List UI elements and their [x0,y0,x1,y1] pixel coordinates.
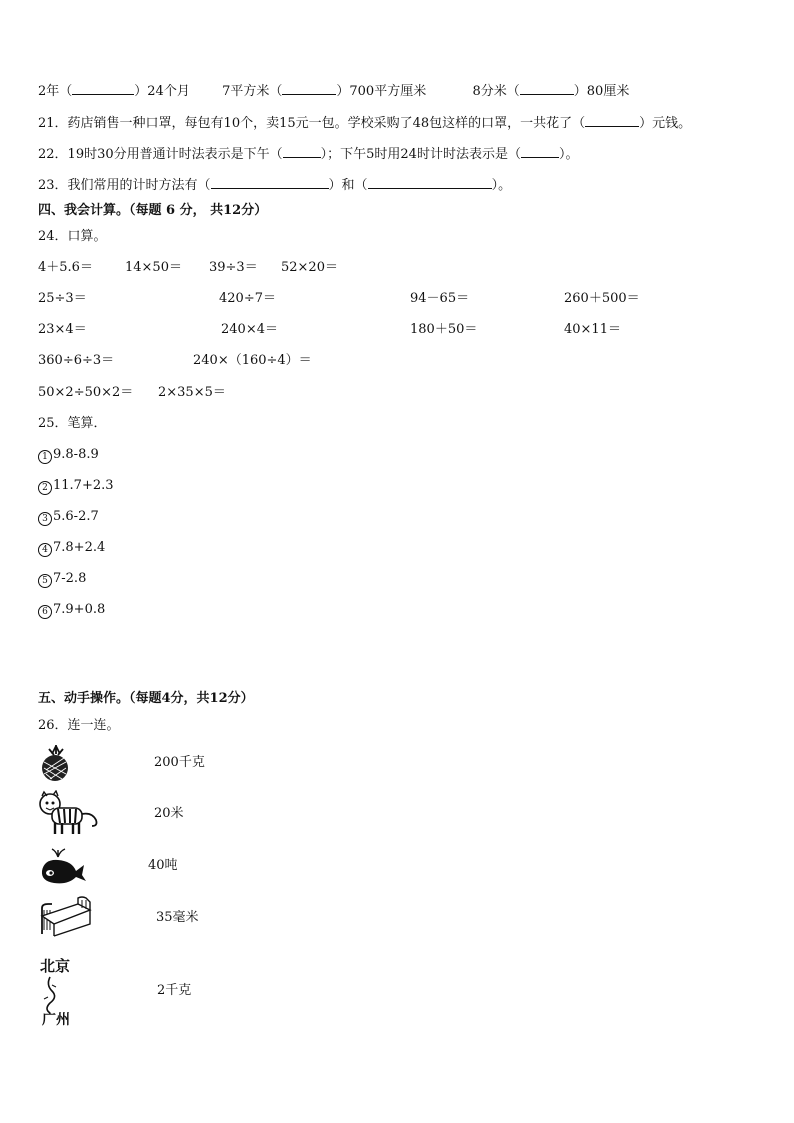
calc-item: 23×4＝ [38,322,87,337]
question-23-part1: 23．我们常用的计时方法有（ [38,178,211,193]
written-calc-item [38,539,105,557]
compare-c-left: 8分米（ [472,84,520,99]
calc-item: 260＋500＝ [564,291,640,306]
answer-blank[interactable] [521,145,559,158]
calc-item: 52×20＝ [281,260,338,275]
written-calc-expression: 11.7+2.3 [53,478,114,493]
item-number-circle: 5 [38,574,52,588]
compare-a-right: ）24个月 [134,84,190,99]
written-calc-item [38,446,99,464]
question-26-title: 26．连一连。 [38,718,120,733]
calc-item: 360÷6÷3＝ [38,353,115,368]
item-number-circle: 3 [38,512,52,526]
answer-blank[interactable] [368,176,492,189]
answer-blank[interactable] [585,114,639,127]
question-22-part3: ）。 [558,147,579,162]
tiger-icon[interactable] [38,790,100,838]
match-label[interactable]: 40吨 [148,858,178,873]
calc-item: 420÷7＝ [219,291,276,306]
calc-item: 40×11＝ [564,322,621,337]
section-4-title: 四、我会计算。（每题 6 分， 共12分） [38,203,268,218]
whale-icon[interactable] [38,847,88,885]
compare-b-left: 7平方米（ [222,84,283,99]
calc-item: 25÷3＝ [38,291,87,306]
written-calc-expression: 5.6-2.7 [53,509,99,524]
answer-blank[interactable] [211,176,329,189]
item-number-circle: 6 [38,605,52,619]
question-22-part1: 22．19时30分用普通计时法表示是下午（ [38,147,283,162]
match-label[interactable]: 20米 [154,806,184,821]
compare-a-left: 2年（ [38,84,73,99]
match-label[interactable]: 200千克 [154,755,205,770]
question-21-text: 21．药店销售一种口罩，每包有10个，卖15元一包。学校采购了48包这样的口罩，一共花了（ [38,116,586,131]
written-calc-item [38,570,86,588]
compare-c-right: ）80厘米 [573,84,630,99]
question-22-part2: ）；下午5时用24时计时法表示是（ [320,147,521,162]
calc-item: 39÷3＝ [209,260,258,275]
question-24-title: 24．口算。 [38,229,107,244]
written-calc-expression: 9.8-8.9 [53,447,99,462]
written-calc-expression: 7-2.8 [53,571,87,586]
item-number-circle: 1 [38,450,52,464]
map-label-bottom: 广州 [42,1012,70,1028]
match-label[interactable]: 35毫米 [156,910,199,925]
compare-b-right: ）700平方厘米 [336,84,427,99]
question-23 [38,176,511,195]
answer-blank[interactable] [282,82,336,95]
calc-item: 4＋5.6＝ [38,260,93,275]
calc-item: 180＋50＝ [410,322,478,337]
item-number-circle: 4 [38,543,52,557]
pineapple-icon[interactable] [38,744,74,782]
answer-blank[interactable] [283,145,321,158]
calc-item: 94－65＝ [410,291,470,306]
question-22 [38,145,578,164]
calc-item: 240×（160÷4）＝ [193,353,312,368]
calc-item: 240×4＝ [221,322,278,337]
calc-item: 14×50＝ [125,260,182,275]
calc-item: 2×35×5＝ [158,385,226,400]
bed-icon[interactable] [38,894,92,938]
answer-blank[interactable] [72,82,134,95]
match-label[interactable]: 2千克 [157,983,192,998]
written-calc-expression: 7.9+0.8 [53,602,106,617]
map-route-icon[interactable] [38,955,88,1031]
map-label-top: 北京 [40,957,71,975]
written-calc-item [38,601,105,619]
unit-compare-line [38,82,629,101]
written-calc-item [38,477,114,495]
item-number-circle: 2 [38,481,52,495]
question-23-part2: ）和（ [328,178,368,193]
calc-item: 50×2÷50×2＝ [38,385,134,400]
written-calc-item [38,508,99,526]
question-23-part3: ）。 [491,178,512,193]
question-25-title: 25．笔算． [38,416,107,431]
written-calc-expression: 7.8+2.4 [53,540,106,555]
question-21 [38,114,691,133]
question-21-tail: ）元钱。 [639,116,692,131]
answer-blank[interactable] [520,82,574,95]
section-5-title: 五、动手操作。（每题4分，共12分） [38,691,254,706]
